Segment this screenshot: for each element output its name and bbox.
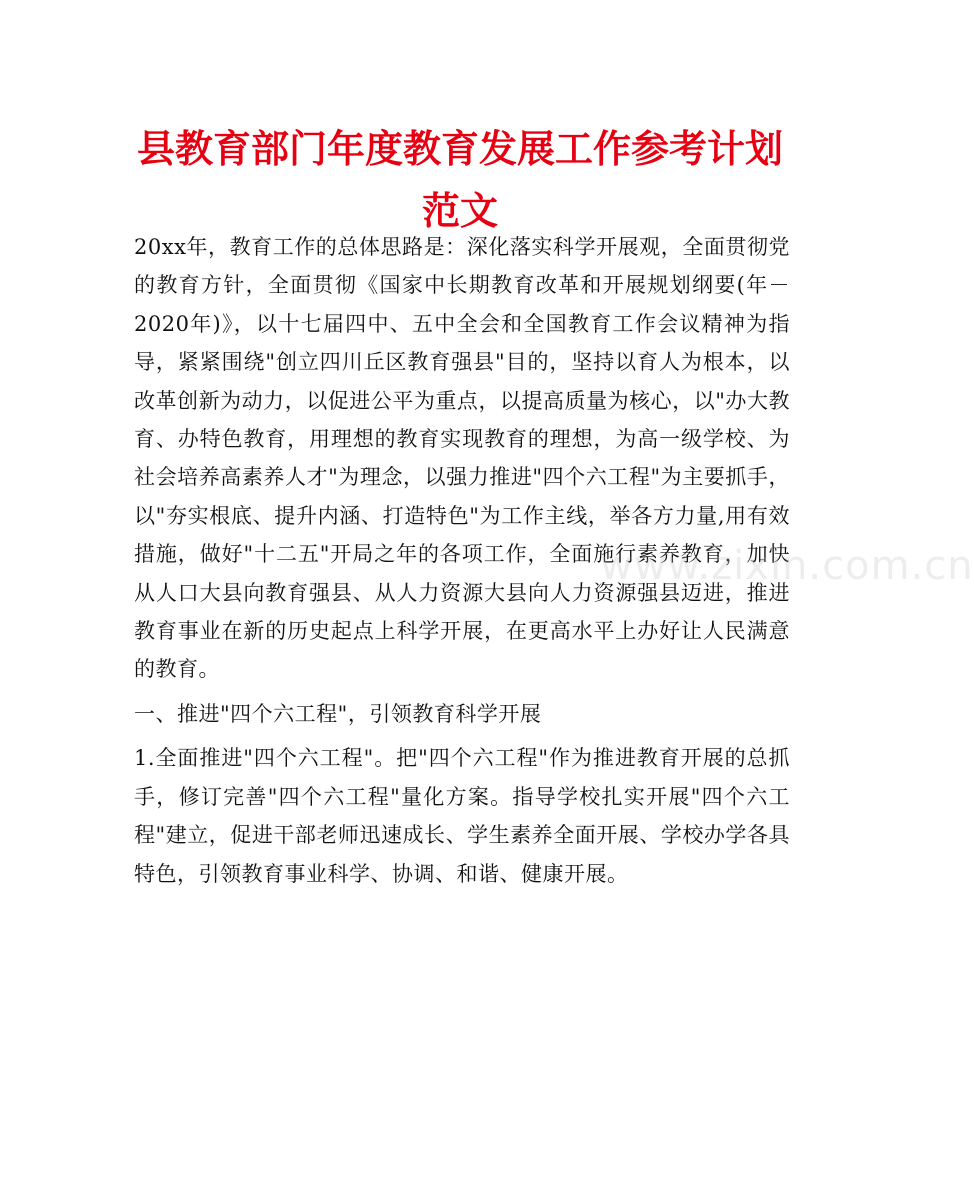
watermark-text: www.zixin.com.cn — [600, 543, 974, 589]
document-title: 县教育部门年度教育发展工作参考计划范文 — [136, 127, 783, 233]
paragraph-item-1: 1.全面推进"四个六工程"。把"四个六工程"作为推进教育开展的总抓手，修订完善"四个六工程"量化方案。指导学校扎实开展"四个六工程"建立，促进干部老师迅速成长、学生素养全面开展、学校办学各具特色，引领教育事业科学、协调、和谐、健康开展。 — [134, 746, 790, 886]
paragraph-intro: 20xx年，教育工作的总体思路是：深化落实科学开展观，全面贯彻党的教育方针，全面贯彻《国家中长期教育改革和开展规划纲要(年－2020年)》，以十七届四中、五中全会和全国教育工作会议精神为指导，紧紧围绕"创立四川丘区教育强县"目的，坚持以育人为根本，以改革创新为动力，以促进公平为重点，以提高质量为核心，以"办大教育、办特色教育，用理想的教育实现教育的理想，为高一级学校、为社会培养高素养人才"为理念，以强力推进"四个六工程"为主要抓手，以"夯实根底、提升内涵、打造特色"为工作主线，举各方力量,用有效措施，做好"十二五"开局之年的各项工作，全面施行素养教育，加快从人口大县向教育强县、从人力资源大县向人力资源强县迈进，推进教育事业在新的历史起点上科学开展，在更高水平上办好让人民满意的教育。 — [134, 235, 790, 682]
section-heading-1: 一、推进"四个六工程"，引领教育科学开展 — [134, 701, 542, 726]
document-body — [134, 228, 790, 893]
